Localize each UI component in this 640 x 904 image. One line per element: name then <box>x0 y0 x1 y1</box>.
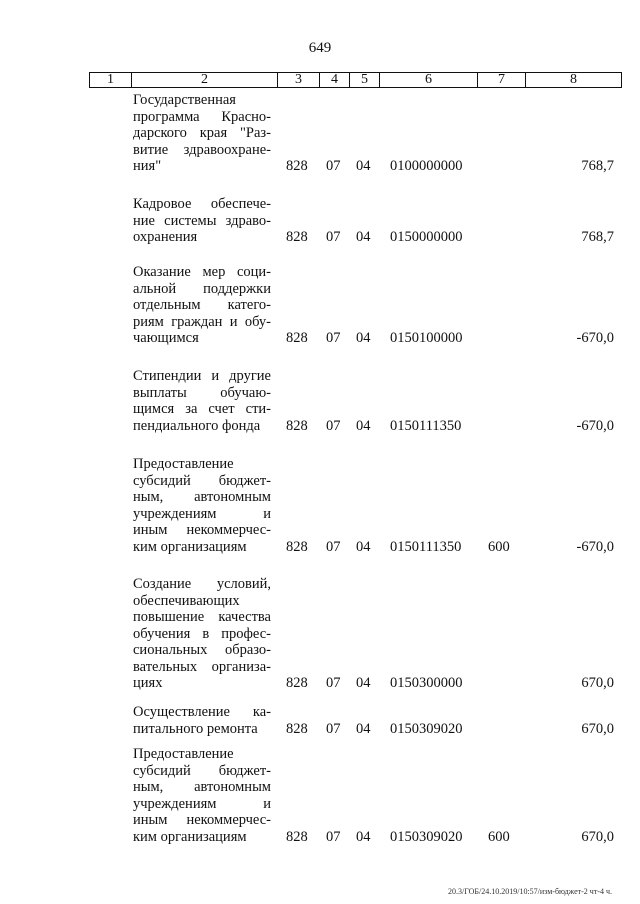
row-code: 828 <box>286 229 308 245</box>
row-name <box>133 704 271 737</box>
header-col-6: 6 <box>380 73 478 87</box>
row-subsection: 04 <box>356 330 371 346</box>
table-header <box>89 72 622 88</box>
row-name-line: иным некоммерчес- <box>133 812 271 828</box>
row-subsection: 04 <box>356 417 371 434</box>
row-code: 828 <box>286 158 308 174</box>
row-section: 07 <box>326 417 341 434</box>
footer-stamp: 20.3/ГОБ/24.10.2019/10:57/изм-бюджет-2 чт-4 ч. <box>447 887 612 896</box>
row-name-line: альной поддержки <box>133 280 271 297</box>
row-code: 828 <box>286 828 308 845</box>
header-col-4: 4 <box>320 73 350 87</box>
row-code: 828 <box>286 330 308 346</box>
row-name <box>133 746 271 845</box>
row-code: 828 <box>286 720 308 737</box>
row-target-article: 0150309020 <box>390 720 463 737</box>
row-name <box>133 368 271 434</box>
row-name-line: Осуществление ка- <box>133 704 271 720</box>
row-amount: 670,0 <box>581 675 614 691</box>
row-amount: -670,0 <box>576 538 614 555</box>
header-col-1: 1 <box>90 73 132 87</box>
row-amount: 670,0 <box>581 828 614 845</box>
header-col-5: 5 <box>350 73 380 87</box>
row-name <box>133 264 271 347</box>
page-number: 649 <box>308 40 332 56</box>
row-amount: 670,0 <box>581 720 614 737</box>
row-name-line: программа Красно- <box>133 108 271 125</box>
row-code: 828 <box>286 675 308 691</box>
row-name-line: риям граждан и обу- <box>133 313 271 330</box>
row-section: 07 <box>326 229 341 245</box>
row-name-line: ким организациям <box>133 538 247 555</box>
row-code: 828 <box>286 538 308 555</box>
row-name <box>133 92 271 175</box>
row-name-line: субсидий бюджет- <box>133 472 271 489</box>
row-name-line: отдельным катего- <box>133 297 271 313</box>
header-col-3: 3 <box>278 73 320 87</box>
row-name-line: витие здравоохране- <box>133 141 271 158</box>
row-amount: 768,7 <box>581 158 614 174</box>
row-name <box>133 196 271 246</box>
row-code: 828 <box>286 417 308 434</box>
row-section: 07 <box>326 158 341 174</box>
row-target-article: 0100000000 <box>390 158 463 174</box>
row-section: 07 <box>326 330 341 346</box>
row-name-line: Оказание мер соци- <box>133 264 271 280</box>
row-name-line: Создание условий, <box>133 576 271 592</box>
row-name-line: охранения <box>133 229 198 245</box>
row-subsection: 04 <box>356 720 371 737</box>
row-name-line: учреждениям и <box>133 505 271 522</box>
row-name-line: ным, автономным <box>133 489 271 505</box>
row-name-line: Предоставление <box>133 746 234 762</box>
row-target-article: 0150111350 <box>390 538 462 555</box>
row-subsection: 04 <box>356 158 371 174</box>
row-name-line: Стипендии и другие <box>133 368 271 384</box>
row-name-line: циях <box>133 675 163 691</box>
row-name-line: повышение качества <box>133 609 271 625</box>
row-target-article: 0150000000 <box>390 229 463 245</box>
row-name-line: выплаты обучаю- <box>133 384 271 401</box>
row-target-article: 0150300000 <box>390 675 463 691</box>
row-target-article: 0150111350 <box>390 417 462 434</box>
header-col-7: 7 <box>478 73 526 87</box>
row-name-line: субсидий бюджет- <box>133 762 271 779</box>
row-subsection: 04 <box>356 675 371 691</box>
row-section: 07 <box>326 538 341 555</box>
row-name-line: пендиального фонда <box>133 417 261 434</box>
row-name-line: обеспечивающих <box>133 592 240 609</box>
row-name-line: щимся за счет сти- <box>133 401 271 417</box>
row-expense-type: 600 <box>488 538 510 555</box>
row-name-line: ния" <box>133 158 162 174</box>
row-section: 07 <box>326 675 341 691</box>
row-section: 07 <box>326 720 341 737</box>
header-col-2: 2 <box>132 73 278 87</box>
row-name-line: Кадровое обеспече- <box>133 196 271 212</box>
row-name-line: обучения в профес- <box>133 625 271 642</box>
row-name-line: чающимся <box>133 330 199 346</box>
row-expense-type: 600 <box>488 828 510 845</box>
row-amount: 768,7 <box>581 229 614 245</box>
row-name-line: ным, автономным <box>133 779 271 795</box>
row-name-line: Государственная <box>133 92 236 108</box>
row-name <box>133 456 271 555</box>
row-amount: -670,0 <box>576 330 614 346</box>
row-name-line: иным некоммерчес- <box>133 522 271 538</box>
row-name <box>133 576 271 692</box>
row-section: 07 <box>326 828 341 845</box>
row-amount: -670,0 <box>576 417 614 434</box>
row-name-line: учреждениям и <box>133 795 271 812</box>
row-name-line: Предоставление <box>133 456 234 472</box>
row-name-line: ние системы здраво- <box>133 212 271 229</box>
row-name-line: дарского края "Раз- <box>133 125 271 141</box>
row-subsection: 04 <box>356 538 371 555</box>
row-name-line: питального ремонта <box>133 720 258 737</box>
row-target-article: 0150309020 <box>390 828 463 845</box>
row-name-line: ким организациям <box>133 828 247 845</box>
row-name-line: вательных организа- <box>133 658 271 675</box>
header-col-8: 8 <box>570 72 577 87</box>
row-name-line: сиональных образо- <box>133 642 271 658</box>
row-subsection: 04 <box>356 828 371 845</box>
row-subsection: 04 <box>356 229 371 245</box>
row-target-article: 0150100000 <box>390 330 463 346</box>
